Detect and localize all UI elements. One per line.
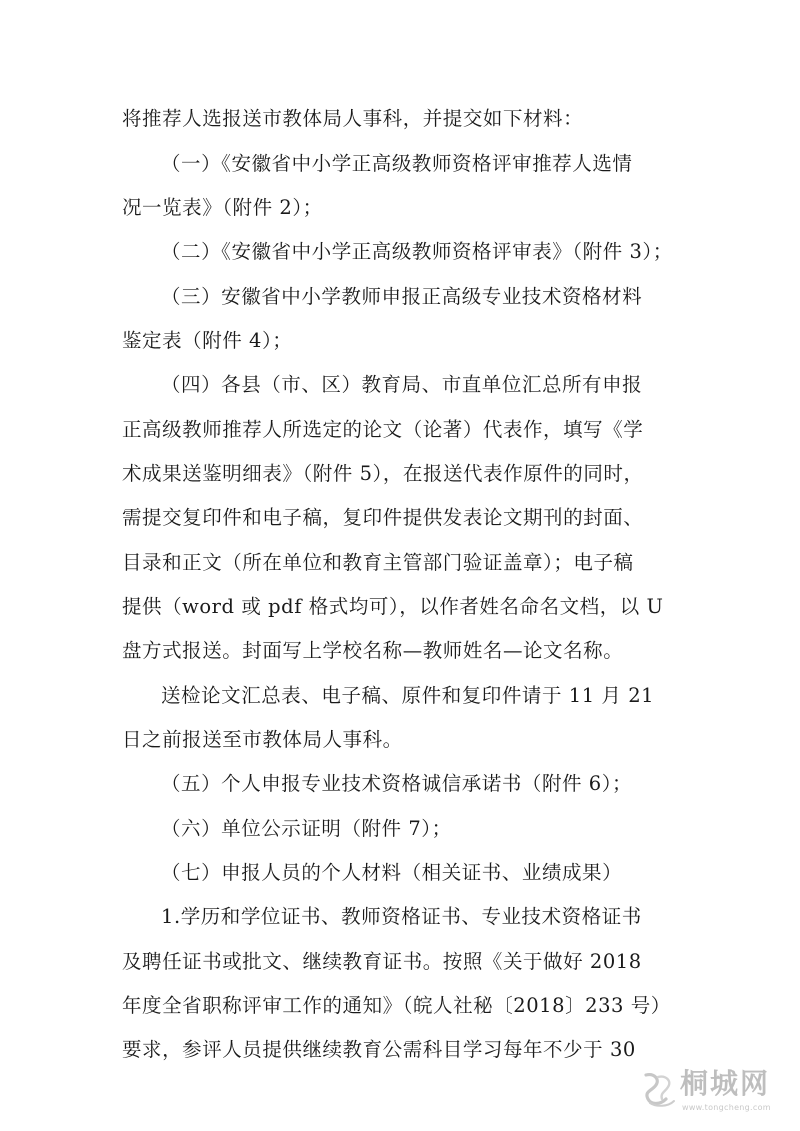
text-line-15: 日之前报送至市教体局人事科。 bbox=[122, 728, 403, 751]
watermark-title: 桐城网 bbox=[680, 1067, 771, 1100]
text-line-20: 及聘任证书或批文、继续教育证书。按照《关于做好 2018 bbox=[122, 950, 642, 973]
text-line-16: （五）个人申报专业技术资格诚信承诺书（附件 6）； bbox=[161, 772, 633, 795]
text-line-8: 正高级教师推荐人所选定的论文（论著）代表作，填写《学 bbox=[122, 418, 644, 441]
ribbon-logo-icon bbox=[640, 1069, 678, 1109]
text-line-19: 1.学历和学位证书、教师资格证书、专业技术资格证书 bbox=[161, 905, 642, 928]
text-line-14: 送检论文汇总表、电子稿、原件和复印件请于 11 月 21 bbox=[161, 684, 655, 707]
text-line-11: 目录和正文（所在单位和教育主管部门验证盖章）；电子稿 bbox=[122, 551, 634, 574]
text-line-12: 提供（word 或 pdf 格式均可），以作者姓名命名文档，以 U bbox=[122, 595, 664, 618]
text-line-21: 年度全省职称评审工作的通知》（皖人社秘〔2018〕233 号） bbox=[122, 994, 671, 1017]
text-line-13: 盘方式报送。封面写上学校名称—教师姓名—论文名称。 bbox=[122, 639, 624, 662]
text-line-10: 需提交复印件和电子稿，复印件提供发表论文期刊的封面、 bbox=[122, 506, 644, 529]
watermark-url: www.tongcheng.com bbox=[682, 1103, 771, 1112]
text-line-2: （一）《安徽省中小学正高级教师资格评审推荐人选情 bbox=[161, 152, 633, 175]
text-line-17: （六）单位公示证明（附件 7）； bbox=[161, 817, 452, 840]
text-line-22: 要求，参评人员提供继续教育公需科目学习每年不少于 30 bbox=[122, 1038, 636, 1061]
site-watermark bbox=[640, 1063, 790, 1121]
text-line-3: 况一览表》（附件 2）； bbox=[122, 196, 323, 219]
text-line-7: （四）各县（市、区）教育局、市直单位汇总所有申报 bbox=[161, 373, 643, 396]
text-line-5: （三）安徽省中小学教师申报正高级专业技术资格材料 bbox=[161, 285, 643, 308]
text-line-1: 将推荐人选报送市教体局人事科，并提交如下材料： bbox=[122, 107, 584, 130]
text-line-9: 术成果送鉴明细表》（附件 5），在报送代表作原件的同时， bbox=[122, 462, 644, 485]
text-line-6: 鉴定表（附件 4）； bbox=[122, 329, 293, 352]
text-line-18: （七）申报人员的个人材料（相关证书、业绩成果） bbox=[161, 861, 623, 884]
text-line-4: （二）《安徽省中小学正高级教师资格评审表》（附件 3）； bbox=[161, 240, 673, 263]
